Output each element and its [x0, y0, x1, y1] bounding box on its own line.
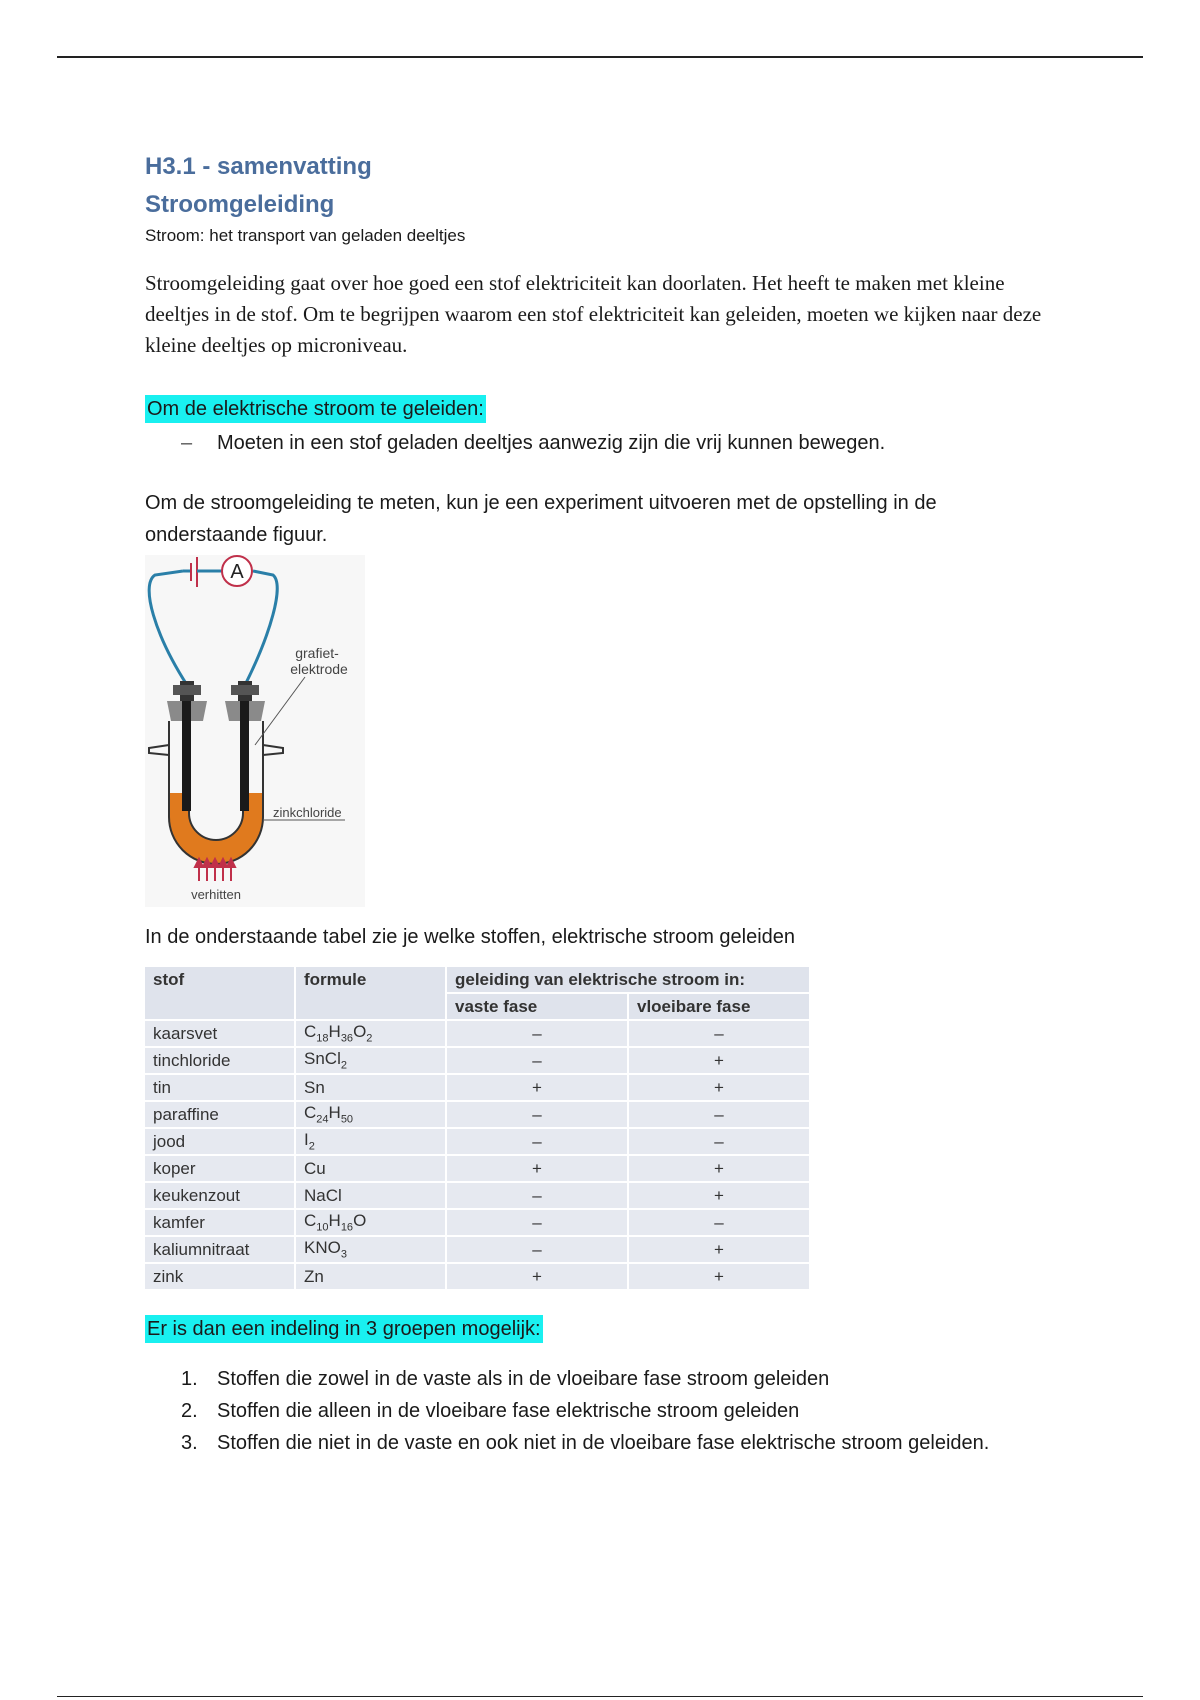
- header-vaste-fase: vaste fase: [447, 994, 627, 1019]
- cell-vaste-fase: –: [447, 1048, 627, 1073]
- groups-heading: Er is dan een indeling in 3 groepen mogelijk:: [145, 1315, 543, 1343]
- cell-formule: $KNO_3$: [296, 1237, 445, 1262]
- zinc-chloride-label: zinkchloride: [273, 805, 342, 820]
- cell-vloeibare-fase: +: [629, 1264, 809, 1289]
- cell-formule: Sn: [296, 1075, 445, 1100]
- cell-stof: kaarsvet: [145, 1021, 294, 1046]
- cell-vloeibare-fase: –: [629, 1021, 809, 1046]
- cell-vaste-fase: –: [447, 1102, 627, 1127]
- condition-heading: Om de elektrische stroom te geleiden:: [145, 395, 486, 423]
- table-body: [145, 1021, 809, 1289]
- document-page: [145, 150, 1045, 1459]
- header-vloeibare-fase: vloeibare fase: [629, 994, 809, 1019]
- cell-vaste-fase: +: [447, 1156, 627, 1181]
- table-row: [145, 1210, 809, 1235]
- cell-vaste-fase: –: [447, 1129, 627, 1154]
- experiment-paragraph: Om de stroomgeleiding te meten, kun je een experiment uitvoeren met de opstelling in de onderstaande figuur.: [145, 492, 937, 546]
- cell-stof: jood: [145, 1129, 294, 1154]
- list-number: 1.: [181, 1368, 198, 1390]
- section-title: Stroomgeleiding: [145, 191, 335, 218]
- dash-bullet: –: [181, 432, 193, 454]
- list-item: [181, 1395, 1045, 1427]
- cell-vloeibare-fase: +: [629, 1183, 809, 1208]
- cell-vloeibare-fase: –: [629, 1129, 809, 1154]
- cell-stof: keukenzout: [145, 1183, 294, 1208]
- cell-stof: zink: [145, 1264, 294, 1289]
- wire-left: [149, 571, 187, 685]
- table-row: [145, 1183, 809, 1208]
- table-row: [145, 1102, 809, 1127]
- conductivity-table: [143, 965, 811, 1291]
- heat-arrows-icon: [195, 859, 235, 881]
- table-row: [145, 1237, 809, 1262]
- cell-stof: kamfer: [145, 1210, 294, 1235]
- cell-vaste-fase: –: [447, 1183, 627, 1208]
- table-row: [145, 1075, 809, 1100]
- cell-vaste-fase: –: [447, 1210, 627, 1235]
- groups-list: [181, 1363, 1045, 1459]
- heat-label: verhitten: [191, 887, 241, 902]
- table-header-row: [145, 967, 809, 992]
- cell-formule: Cu: [296, 1156, 445, 1181]
- cell-vaste-fase: –: [447, 1021, 627, 1046]
- table-row: [145, 1129, 809, 1154]
- header-formule: formule: [296, 967, 445, 1019]
- cell-stof: koper: [145, 1156, 294, 1181]
- cell-stof: tin: [145, 1075, 294, 1100]
- cell-formule: NaCl: [296, 1183, 445, 1208]
- list-text: Stoffen die alleen in de vloeibare fase elektrische stroom geleiden: [217, 1400, 800, 1422]
- cell-formule: SnCl$_2$: [296, 1048, 445, 1073]
- table-row: [145, 1264, 809, 1289]
- graphite-electrode-left: [182, 701, 191, 811]
- cell-vloeibare-fase: –: [629, 1102, 809, 1127]
- list-text: Stoffen die niet in de vaste en ook niet in de vloeibare fase elektrische stroom geleiden.: [217, 1432, 990, 1454]
- u-tube-setup-diagram: [145, 555, 365, 907]
- list-number: 2.: [181, 1400, 198, 1422]
- cell-vloeibare-fase: +: [629, 1156, 809, 1181]
- list-number: 3.: [181, 1432, 198, 1454]
- graphite-electrode-right: [240, 701, 249, 811]
- groups-heading-line: [145, 1315, 1045, 1343]
- cell-formule: $C_{24}H_{50}$: [296, 1102, 445, 1127]
- cell-formule: $I_2$: [296, 1129, 445, 1154]
- wire-right: [245, 571, 277, 685]
- experiment-figure: [145, 555, 365, 907]
- table-intro: In de onderstaande tabel zie je welke stoffen, elektrische stroom geleiden: [145, 926, 796, 948]
- cell-formule: Zn: [296, 1264, 445, 1289]
- list-text: Stoffen die zowel in de vaste als in de vloeibare fase stroom geleiden: [217, 1368, 830, 1390]
- cell-vloeibare-fase: +: [629, 1237, 809, 1262]
- condition-item: [181, 429, 1045, 457]
- electrode-label-1: grafiet-: [295, 645, 339, 661]
- header-geleiding: geleiding van elektrische stroom in:: [447, 967, 809, 992]
- list-item: [181, 1427, 1045, 1459]
- table-row: [145, 1048, 809, 1073]
- cell-stof: paraffine: [145, 1102, 294, 1127]
- definition-text: Stroom: het transport van geladen deeltjes: [145, 226, 466, 245]
- ammeter-label: A: [230, 561, 244, 583]
- cell-vaste-fase: +: [447, 1264, 627, 1289]
- cell-vloeibare-fase: +: [629, 1048, 809, 1073]
- condition-heading-line: [145, 395, 1045, 423]
- table-row: [145, 1021, 809, 1046]
- cell-formule: $C_{10}H_{16}O$: [296, 1210, 445, 1235]
- bottom-rule: [57, 1696, 1143, 1697]
- table-row: [145, 1156, 809, 1181]
- header-stof: stof: [145, 967, 294, 1019]
- top-rule: [57, 56, 1143, 58]
- cell-vaste-fase: +: [447, 1075, 627, 1100]
- cell-vloeibare-fase: –: [629, 1210, 809, 1235]
- cell-stof: kaliumnitraat: [145, 1237, 294, 1262]
- cell-formule: $C_{18}H_{36}O_2$: [296, 1021, 445, 1046]
- electrode-label-2: elektrode: [290, 661, 348, 677]
- cell-vloeibare-fase: +: [629, 1075, 809, 1100]
- list-item: [181, 1363, 1045, 1395]
- cell-vaste-fase: –: [447, 1237, 627, 1262]
- condition-item-text: Moeten in een stof geladen deeltjes aanwezig zijn die vrij kunnen bewegen.: [217, 432, 886, 454]
- cell-stof: tinchloride: [145, 1048, 294, 1073]
- page-title: H3.1 - samenvatting: [145, 153, 372, 180]
- intro-paragraph: Stroomgeleiding gaat over hoe goed een stof elektriciteit kan doorlaten. Het heeft te maken met kleine deeltjes in de stof. Om te begrijpen waarom een stof elektriciteit kan geleiden, moeten we kijken naar deze kleine deeltjes op microniveau.: [145, 271, 1042, 357]
